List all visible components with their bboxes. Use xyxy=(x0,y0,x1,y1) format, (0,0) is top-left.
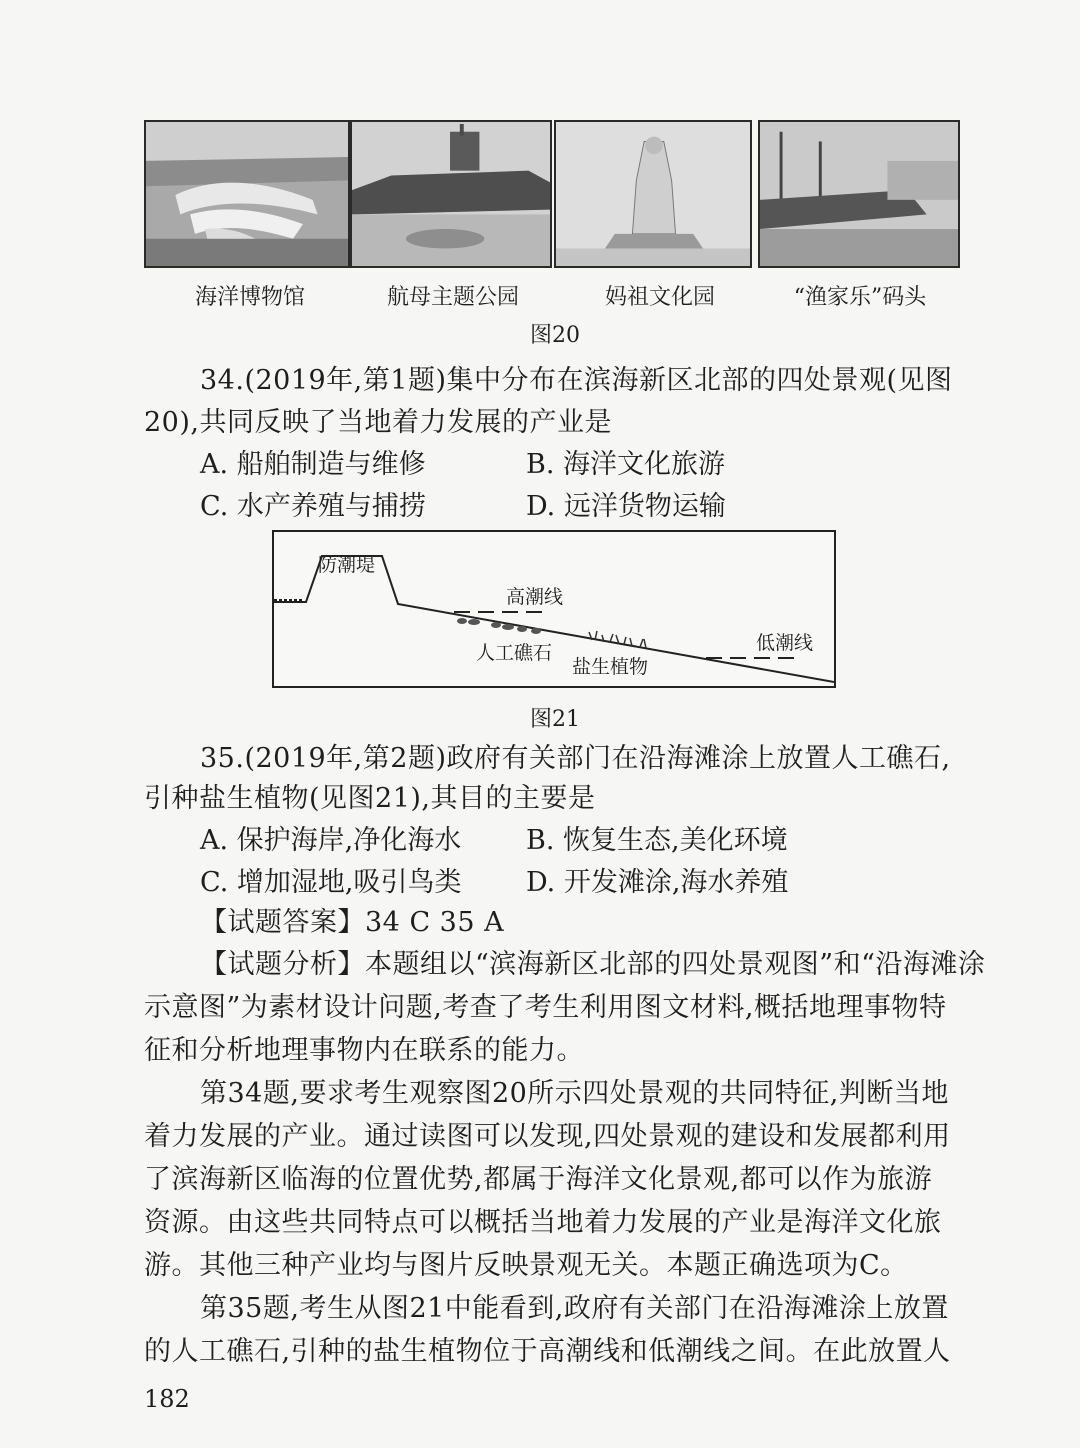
answer-line: 【试题答案】34 C 35 A xyxy=(200,907,505,938)
photo-ocean-museum xyxy=(144,120,350,268)
analysis-line-9: 第35题,考生从图21中能看到,政府有关部门在沿海滩涂上放置 xyxy=(200,1293,949,1324)
q34-option-d: D. 远洋货物运输 xyxy=(526,491,726,522)
analysis-line-8: 游。其他三种产业均与图片反映景观无关。本题正确选项为C。 xyxy=(144,1250,908,1281)
caption-carrier-park: 航母主题公园 xyxy=(386,285,519,310)
analysis-line-3: 征和分析地理事物内在联系的能力。 xyxy=(144,1035,584,1066)
q35-stem-line1: 35.(2019年,第2题)政府有关部门在沿海滩涂上放置人工礁石, xyxy=(200,743,951,774)
analysis-line-2: 示意图”为素材设计问题,考查了考生利用图文材料,概括地理事物特 xyxy=(144,992,947,1023)
photo-mazu-park xyxy=(554,120,752,268)
label-high-tide: 高潮线 xyxy=(506,586,564,608)
label-dike: 防潮堤 xyxy=(318,554,376,576)
figure-21-diagram xyxy=(272,530,836,688)
analysis-line-7: 资源。由这些共同特点可以概括当地着力发展的产业是海洋文化旅 xyxy=(144,1207,942,1238)
page-number: 182 xyxy=(144,1385,190,1413)
label-low-tide: 低潮线 xyxy=(756,632,814,654)
figure-20-photos xyxy=(144,120,960,268)
photo-fishing-pier xyxy=(758,120,960,268)
caption-ocean-museum: 海洋博物馆 xyxy=(194,285,305,310)
analysis-line-5: 着力发展的产业。通过读图可以发现,四处景观的建设和发展都利用 xyxy=(144,1121,951,1152)
analysis-line-10: 的人工礁石,引种的盐生植物位于高潮线和低潮线之间。在此放置人 xyxy=(144,1336,951,1367)
q35-stem-line2: 引种盐生植物(见图21),其目的主要是 xyxy=(144,783,596,814)
q34-option-c: C. 水产养殖与捕捞 xyxy=(200,491,426,522)
caption-mazu-park: 妈祖文化园 xyxy=(604,285,715,310)
artificial-reef-stones xyxy=(457,618,541,634)
q34-stem-line1: 34.(2019年,第1题)集中分布在滨海新区北部的四处景观(见图 xyxy=(200,365,953,396)
q34-stem-line2: 20),共同反映了当地着力发展的产业是 xyxy=(144,407,612,438)
q35-option-d: D. 开发滩涂,海水养殖 xyxy=(526,867,789,898)
analysis-line-4: 第34题,要求考生观察图20所示四处景观的共同特征,判断当地 xyxy=(200,1078,949,1109)
figure-20-label: 图20 xyxy=(530,323,580,348)
q35-option-b: B. 恢复生态,美化环境 xyxy=(526,825,788,856)
analysis-line-6: 了滨海新区临海的位置优势,都属于海洋文化景观,都可以作为旅游 xyxy=(144,1164,933,1195)
figure-21-label: 图21 xyxy=(530,707,580,732)
q34-option-a: A. 船舶制造与维修 xyxy=(200,449,426,480)
q35-option-c: C. 增加湿地,吸引鸟类 xyxy=(200,867,462,898)
caption-fishing-pier: “渔家乐”码头 xyxy=(793,285,927,310)
label-plants: 盐生植物 xyxy=(572,656,649,678)
q34-option-b: B. 海洋文化旅游 xyxy=(526,449,726,480)
analysis-line-1: 【试题分析】本题组以“滨海新区北部的四处景观图”和“沿海滩涂 xyxy=(200,949,986,980)
label-reef: 人工礁石 xyxy=(476,642,553,664)
photo-carrier-park xyxy=(350,120,552,268)
q35-option-a: A. 保护海岸,净化海水 xyxy=(200,825,462,856)
